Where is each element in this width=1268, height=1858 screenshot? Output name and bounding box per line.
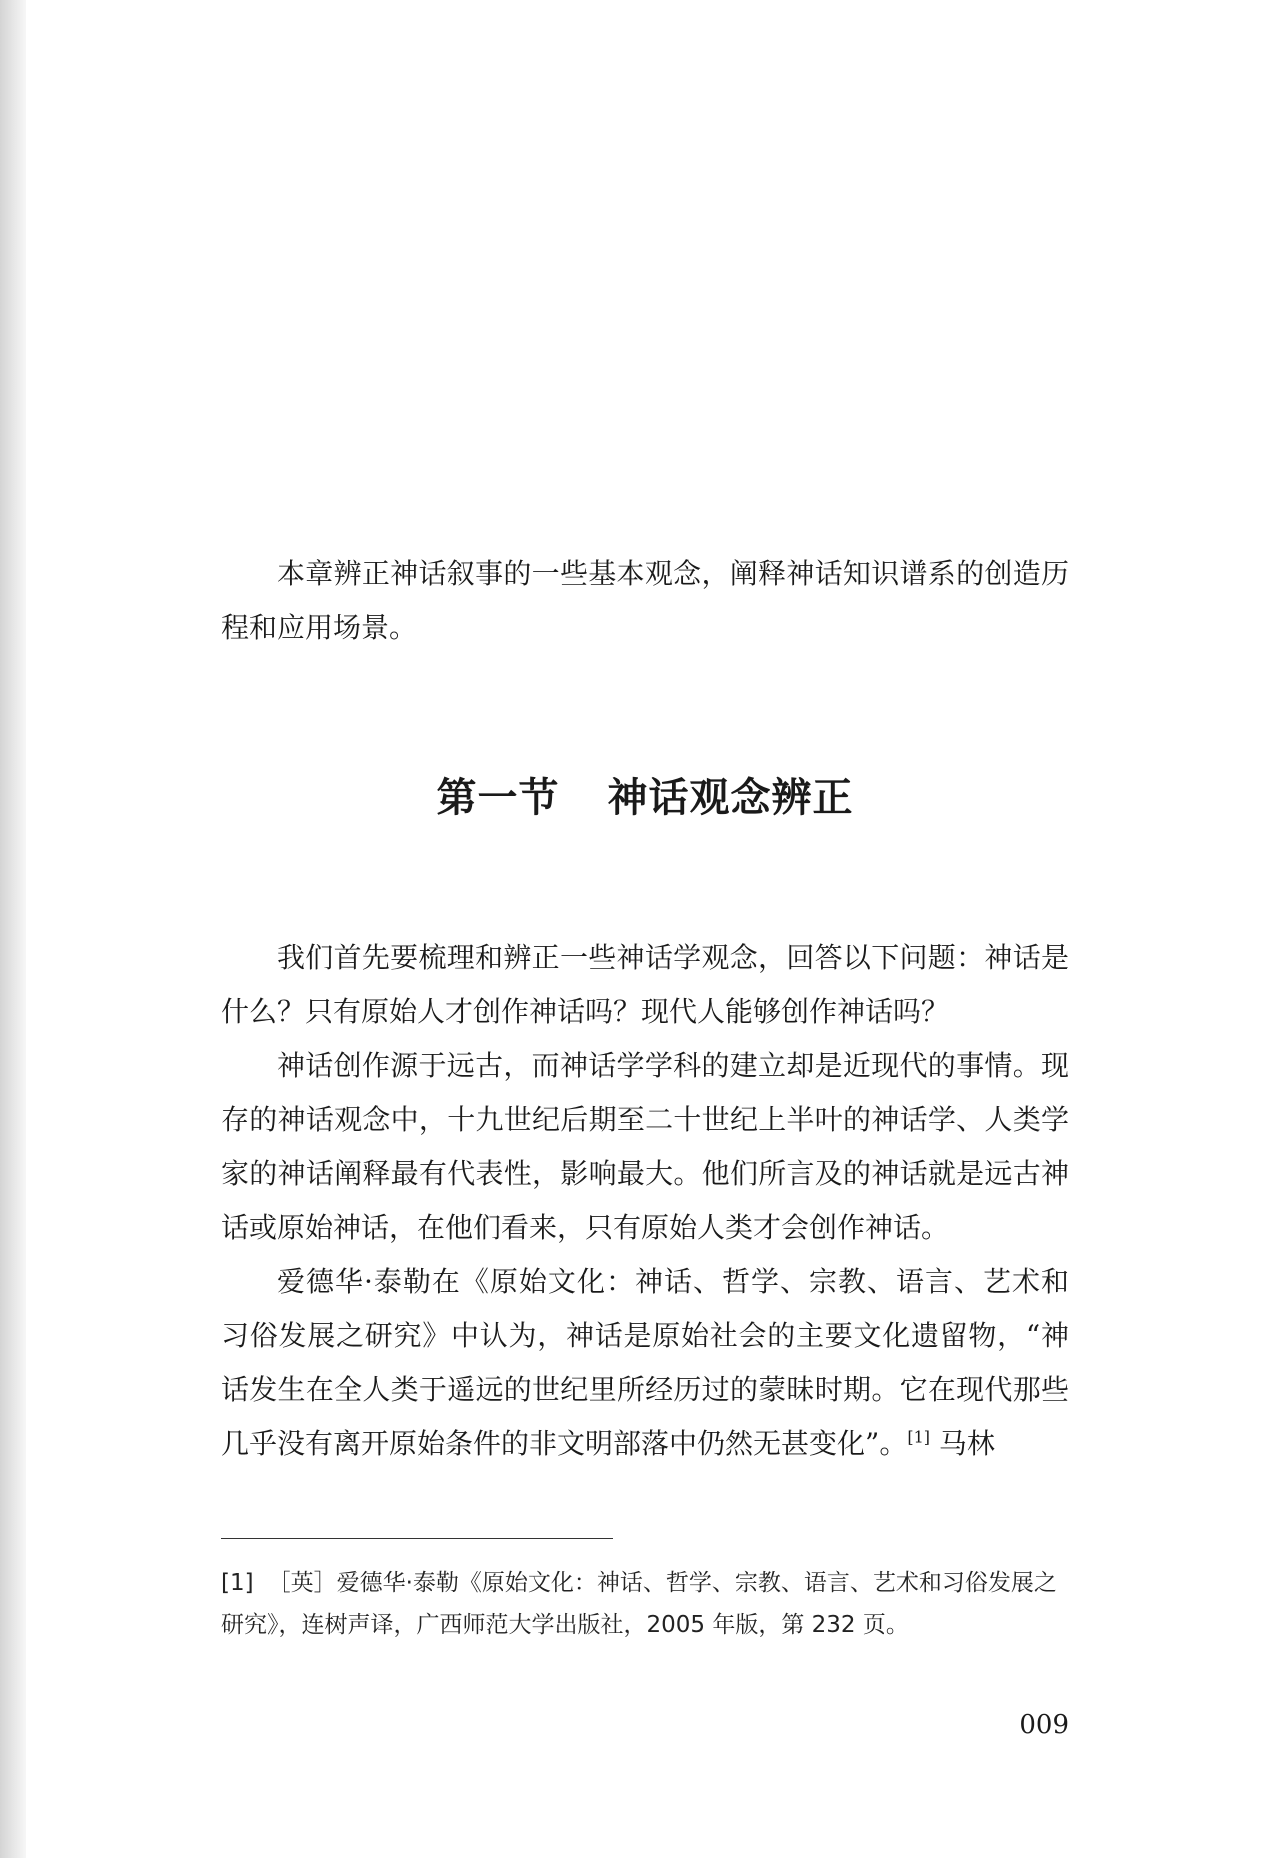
footnote — [221, 1562, 1069, 1646]
body-paragraph-3 — [221, 1255, 1069, 1471]
paragraph-3-continuation: 马林 — [930, 1427, 995, 1460]
body-block — [221, 931, 1069, 1471]
intro-paragraph: 本章辨正神话叙事的一些基本观念，阐释神话知识谱系的创造历程和应用场景。 — [221, 557, 1069, 644]
section-number: 第一节 — [436, 774, 560, 821]
section-title: 神话观念辨正 — [607, 774, 854, 821]
intro-block — [221, 547, 1069, 655]
page-number: 009 — [1019, 1710, 1069, 1740]
body-paragraph-1: 我们首先要梳理和辨正一些神话学观念，回答以下问题：神话是什么？只有原始人才创作神话吗？现代人能够创作神话吗？ — [221, 941, 1069, 1028]
body-paragraph-2: 神话创作源于远古，而神话学学科的建立却是近现代的事情。现存的神话观念中，十九世纪后期至二十世纪上半叶的神话学、人类学家的神话阐释最有代表性，影响最大。他们所言及的神话就是远古神话或原始神话，在他们看来，只有原始人类才会创作神话。 — [221, 1049, 1069, 1244]
footnote-divider — [221, 1538, 613, 1539]
section-heading — [221, 768, 1069, 828]
paragraph-3-text: 爱德华·泰勒在《原始文化：神话、哲学、宗教、语言、艺术和习俗发展之研究》中认为，神话是原始社会的主要文化遗留物，“神话发生在全人类于遥远的世纪里所经历过的蒙昧时期。它在现代那些几乎没有离开原始条件的非文明部落中仍然无甚变化”。 — [221, 1265, 1069, 1460]
page-spine-shadow — [0, 0, 26, 1858]
footnote-reference[interactable]: [1] — [907, 1427, 930, 1447]
footnote-text: ［英］爱德华·泰勒《原始文化：神话、哲学、宗教、语言、艺术和习俗发展之研究》，连树声译，广西师范大学出版社，2005 年版，第 232 页。 — [221, 1570, 1057, 1638]
footnote-marker: [1] — [221, 1570, 254, 1596]
